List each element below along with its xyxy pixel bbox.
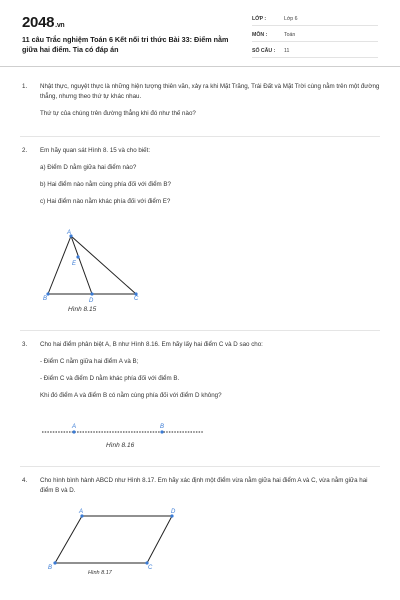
label-a: A	[67, 230, 72, 236]
question-number: 1.	[22, 83, 28, 90]
question-text: a) Điểm D nằm giữa hai điểm nào?	[40, 164, 137, 171]
label-b: B	[48, 565, 53, 571]
question-number: 3.	[22, 341, 28, 348]
question-text: b) Hai điểm nào nằm cùng phía đối với điểm B?	[40, 181, 171, 188]
document-title: 11 câu Trắc nghiệm Toán 6 Kết nối tri thức Bài 33: Điểm nằm giữa hai điểm. Tia có đáp án	[22, 35, 229, 54]
question-text: Cho hai điểm phân biệt A, B như Hình 8.16. Em hãy lấy hai điểm C và D sao cho:	[40, 341, 263, 348]
meta-label: MÔN :	[252, 32, 268, 38]
question-number: 2.	[22, 147, 28, 154]
figure-caption: Hình 8.15	[68, 306, 97, 313]
question-text: Khi đó điểm A và điểm B có nằm cùng phía đối với điểm D không?	[40, 392, 222, 399]
parallelogram-abcd	[55, 516, 172, 563]
meta-value: 11	[284, 48, 290, 54]
point-b	[53, 561, 56, 564]
question-text: Thứ tự của chúng trên đường thẳng khi đó như thế nào?	[40, 110, 196, 117]
label-a: A	[79, 509, 84, 515]
label-b: B	[43, 296, 48, 302]
meta-value: Toán	[284, 32, 296, 38]
meta-value: Lớp 6	[284, 16, 298, 22]
question-number: 4.	[22, 477, 28, 484]
meta-label: LỚP :	[252, 16, 267, 22]
question-text: Em hãy quan sát Hình 8. 15 và cho biết:	[40, 147, 151, 154]
question-text: Nhật thực, nguyệt thực là những hiện tượng thiên văn, xảy ra khi Mặt Trăng, Trái Đất và Mặt Trời cùng nằm trên một đường thẳng, nhưng theo thứ tự khác nhau.	[40, 83, 380, 100]
label-d: D	[89, 298, 94, 304]
meta-label: SỐ CÂU :	[252, 48, 276, 54]
label-a: A	[72, 424, 77, 430]
label-c: C	[148, 565, 153, 571]
logo-number: 2048	[22, 14, 55, 31]
question-text: - Điểm C nằm giữa hai điểm A và B;	[40, 358, 139, 365]
label-b: B	[160, 424, 165, 430]
figure-caption: Hình 8.16	[106, 442, 135, 449]
label-c: C	[134, 296, 139, 302]
question-text: c) Hai điểm nào nằm khác phía đối với điểm E?	[40, 198, 171, 205]
logo-suffix: .vn	[55, 22, 65, 29]
figure-caption: Hình 8.17	[88, 570, 112, 576]
label-d: D	[171, 509, 176, 515]
label-e: E	[72, 261, 77, 267]
question-text: - Điểm C và điểm D nằm khác phía đối với điểm B.	[40, 375, 180, 382]
question-text: Cho hình bình hành ABCD như Hình 8.17. Em hãy xác định một điểm vừa nằm giữa hai điểm A và C, vừa nằm giữa hai điểm B và D.	[40, 477, 368, 494]
